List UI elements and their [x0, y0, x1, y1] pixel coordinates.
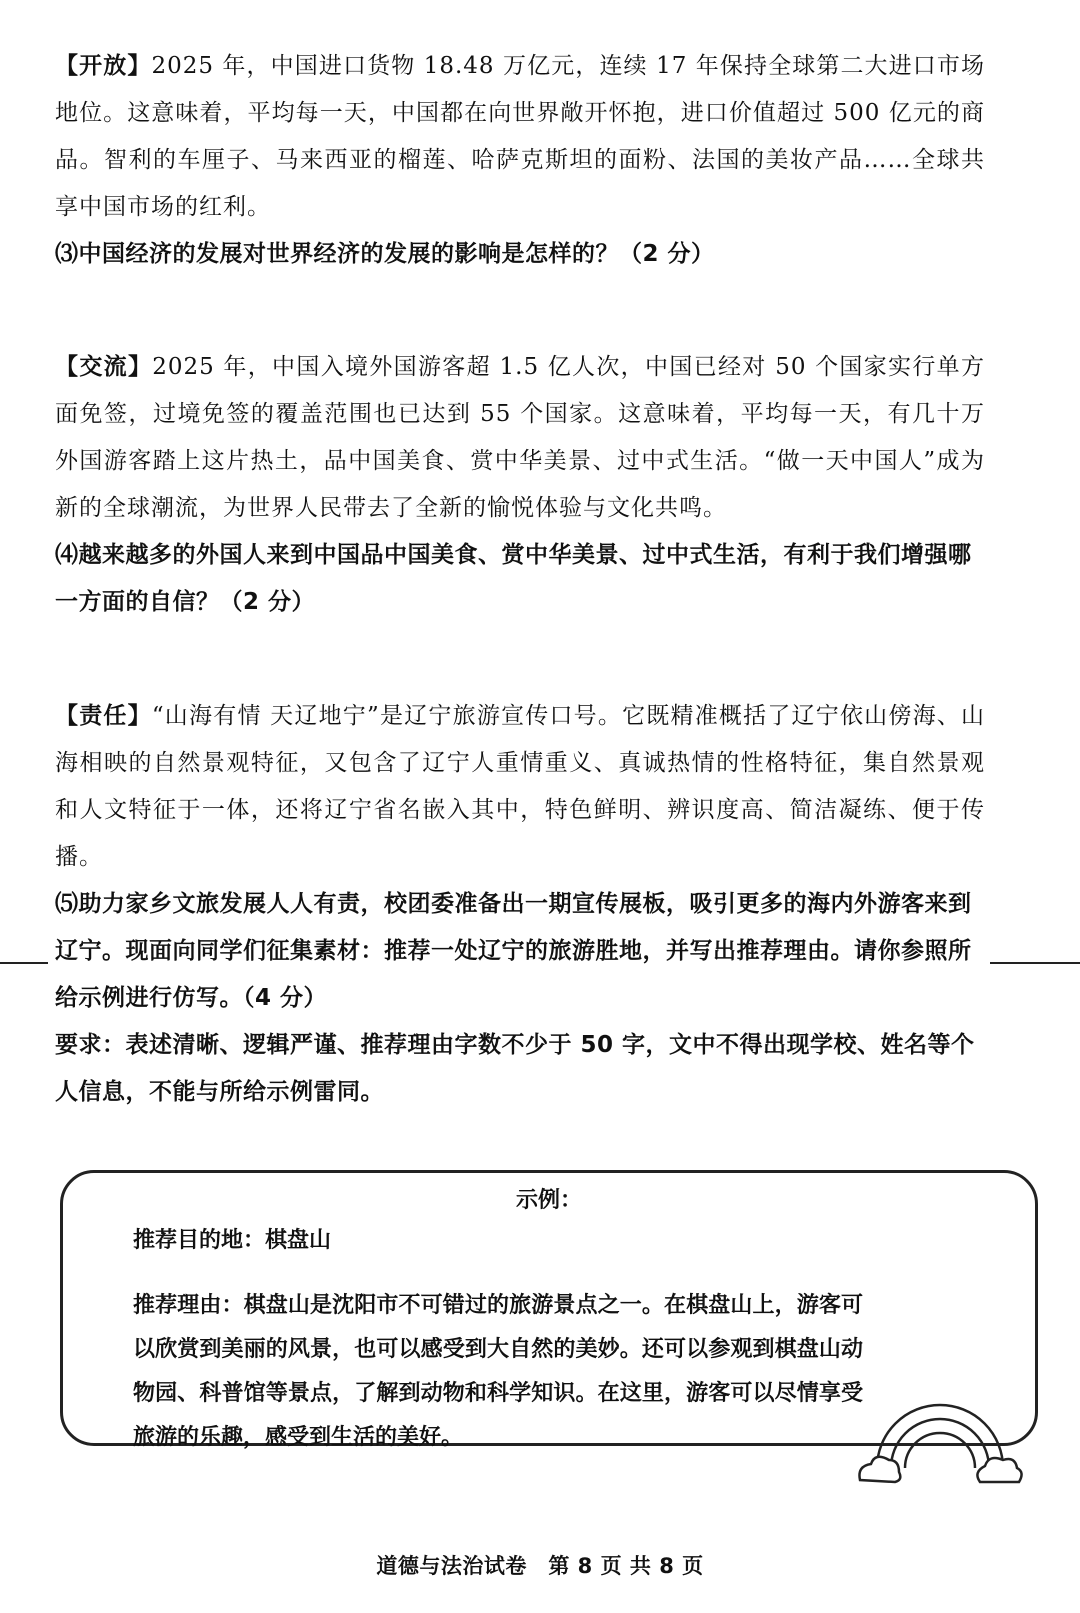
example-reason: 推荐理由：棋盘山是沈阳市不可错过的旅游景点之一。在棋盘山上，游客可以欣赏到美丽的风景，也可以感受到大自然的美妙。还可以参观到棋盘山动物园、科普馆等景点，了解到动物和科学知识。在这里，游客可以尽情享受旅游的乐趣，感受到生活的美好。 [133, 1292, 863, 1450]
section-open [55, 42, 985, 278]
example-destination: 推荐目的地：棋盘山 [133, 1227, 332, 1253]
scan-line-left [0, 962, 48, 964]
question-5: ⑸助力家乡文旅发展人人有责，校团委准备出一期宣传展板，吸引更多的海内外游客来到辽宁。现面向同学们征集素材：推荐一处辽宁的旅游胜地，并写出推荐理由。请你参照所给示例进行仿写。（4 分） [55, 891, 972, 1011]
scan-line-right [990, 962, 1080, 964]
open-text: 2025 年，中国进口货物 18.48 万亿元，连续 17 年保持全球第二大进口市场地位。这意味着，平均每一天，中国都在向世界敞开怀抱，进口价值超过 500 亿元的商品。智利的车厘子、马来西亚的榴莲、哈萨克斯坦的面粉、法国的美妆产品……全球共享中国市场的红利。 [55, 53, 986, 220]
requirement-text: 要求：表述清晰、逻辑严谨、推荐理由字数不少于 50 字，文中不得出现学校、姓名等个人信息，不能与所给示例雷同。 [55, 1032, 975, 1105]
exchange-text: 2025 年，中国入境外国游客超 1.5 亿人次，中国已经对 50 个国家实行单方面免签，过境免签的覆盖范围也已达到 55 个国家。这意味着，平均每一天，有几十万外国游客踏上这片热土，品中国美食、赏中华美景、过中式生活。“做一天中国人”成为新的全球潮流，为世界人民带去了全新的愉悦体验与文化共鸣。 [55, 354, 985, 521]
exchange-paragraph [55, 343, 985, 532]
question-3: ⑶中国经济的发展对世界经济的发展的影响是怎样的？（2 分） [55, 241, 715, 267]
question-4: ⑷越来越多的外国人来到中国品中国美食、赏中华美景、过中式生活，有利于我们增强哪一方面的自信？（2 分） [55, 542, 972, 615]
open-paragraph [55, 42, 985, 231]
responsibility-tag: 【责任】 [55, 702, 152, 729]
exchange-tag: 【交流】 [55, 353, 153, 380]
example-title: 示例： [515, 1188, 582, 1213]
responsibility-paragraph [55, 692, 985, 881]
section-responsibility [55, 692, 985, 1116]
section-exchange [55, 343, 985, 626]
open-tag: 【开放】 [55, 52, 152, 79]
rainbow-doodle-icon [855, 1400, 1025, 1485]
page-footer: 道德与法治试卷 第 8 页 共 8 页 [376, 1554, 704, 1578]
responsibility-text: “山海有情 天辽地宁”是辽宁旅游宣传口号。它既精准概括了辽宁依山傍海、山海相映的自然景观特征，又包含了辽宁人重情重义、真诚热情的性格特征，集自然景观和人文特征于一体，还将辽宁省名嵌入其中，特色鲜明、辨识度高、简洁凝练、便于传播。 [55, 703, 986, 870]
